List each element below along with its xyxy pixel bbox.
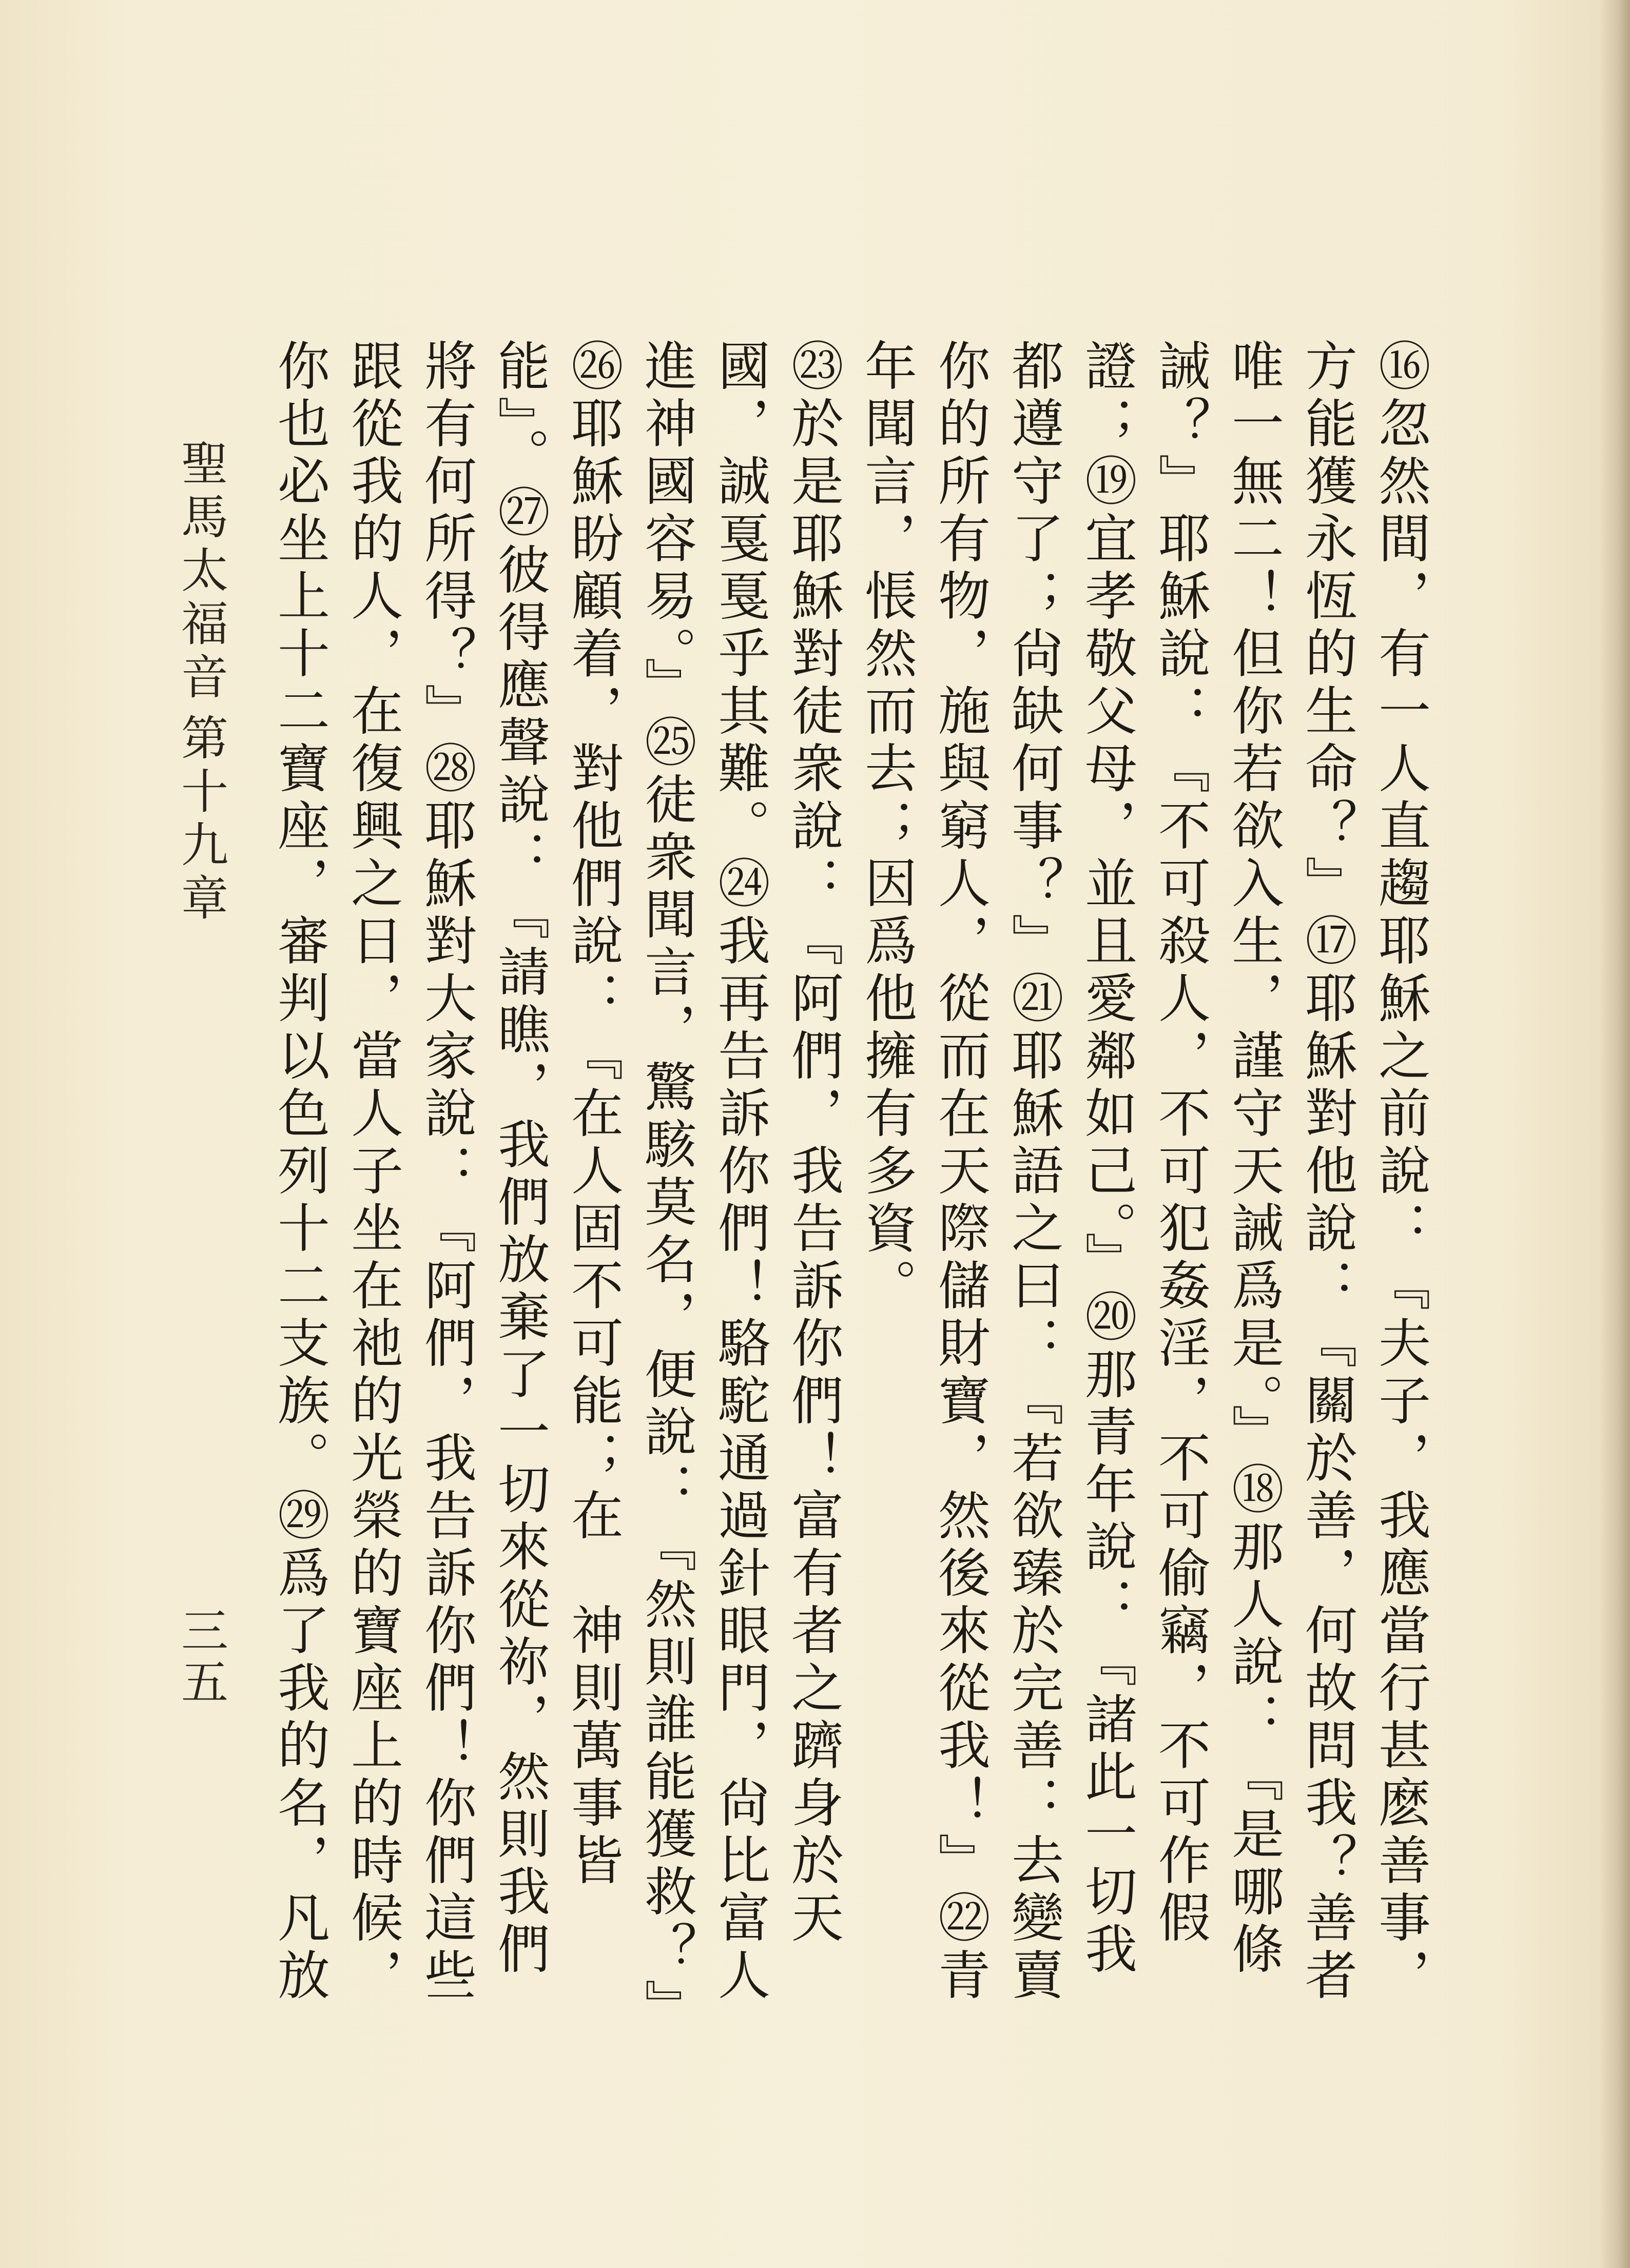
spine-shadow (1599, 0, 1630, 2268)
paragraph-text: ㉓於是耶穌對徒衆說：『阿們，我告訴你們！富有者之躋身於天國，誠戛戛乎其難。㉔我再告訴你們！駱駝通過針眼門，尙比富人進神國容易。』㉕徒衆聞言，驚駭莫名，便說：『然則誰能獲救？』㉖耶穌盼顧着，對他們說：『在人固不可能；在 神則萬事皆能』。㉗彼得應聲說：『請瞧，我們放棄了一切來從祢，然則我們將有何所得？』㉘耶穌對大家說：『阿們，我告訴你們！你們這些跟從我的人，在復興之日，當人子坐在祂的光榮的寶座上的時候，你也必坐上十二寶座，審判以色列十二支族。㉙爲了我的名，凡放 (269, 339, 844, 2010)
paragraph-verses-16-22 (850, 339, 1437, 2032)
paragraph-text: ⑯忽然間，有一人直趨耶穌之前說：『夫子，我應當行甚麽善事，方能獲永恆的生命？』⑰耶穌對他說：『關於善，何故問我？善者唯一無二！但你若欲入生，謹守天誡爲是。』⑱那人說：『是哪條誡？』耶穌說：『不可殺人，不可犯姦淫，不可偷竊，不可作假證；⑲宜孝敬父母，並且愛鄰如己。』⑳那青年說：『諸此一切我都遵守了；尙缺何事？』㉑耶穌語之曰：『若欲臻於完善：去變賣你的所有物，施與窮人，從而在天際儲財寶，然後來從我！』㉒青年聞言，悵然而去；因爲他擁有多資。 (856, 339, 1431, 2005)
body-text-column-block (262, 339, 1437, 2032)
running-head-chapter: 第十九章 (173, 713, 228, 927)
page-number: 三五 (173, 1606, 228, 1709)
paragraph-verses-23-30 (262, 339, 850, 2032)
running-head-book-title: 聖馬太福音 (173, 439, 228, 706)
